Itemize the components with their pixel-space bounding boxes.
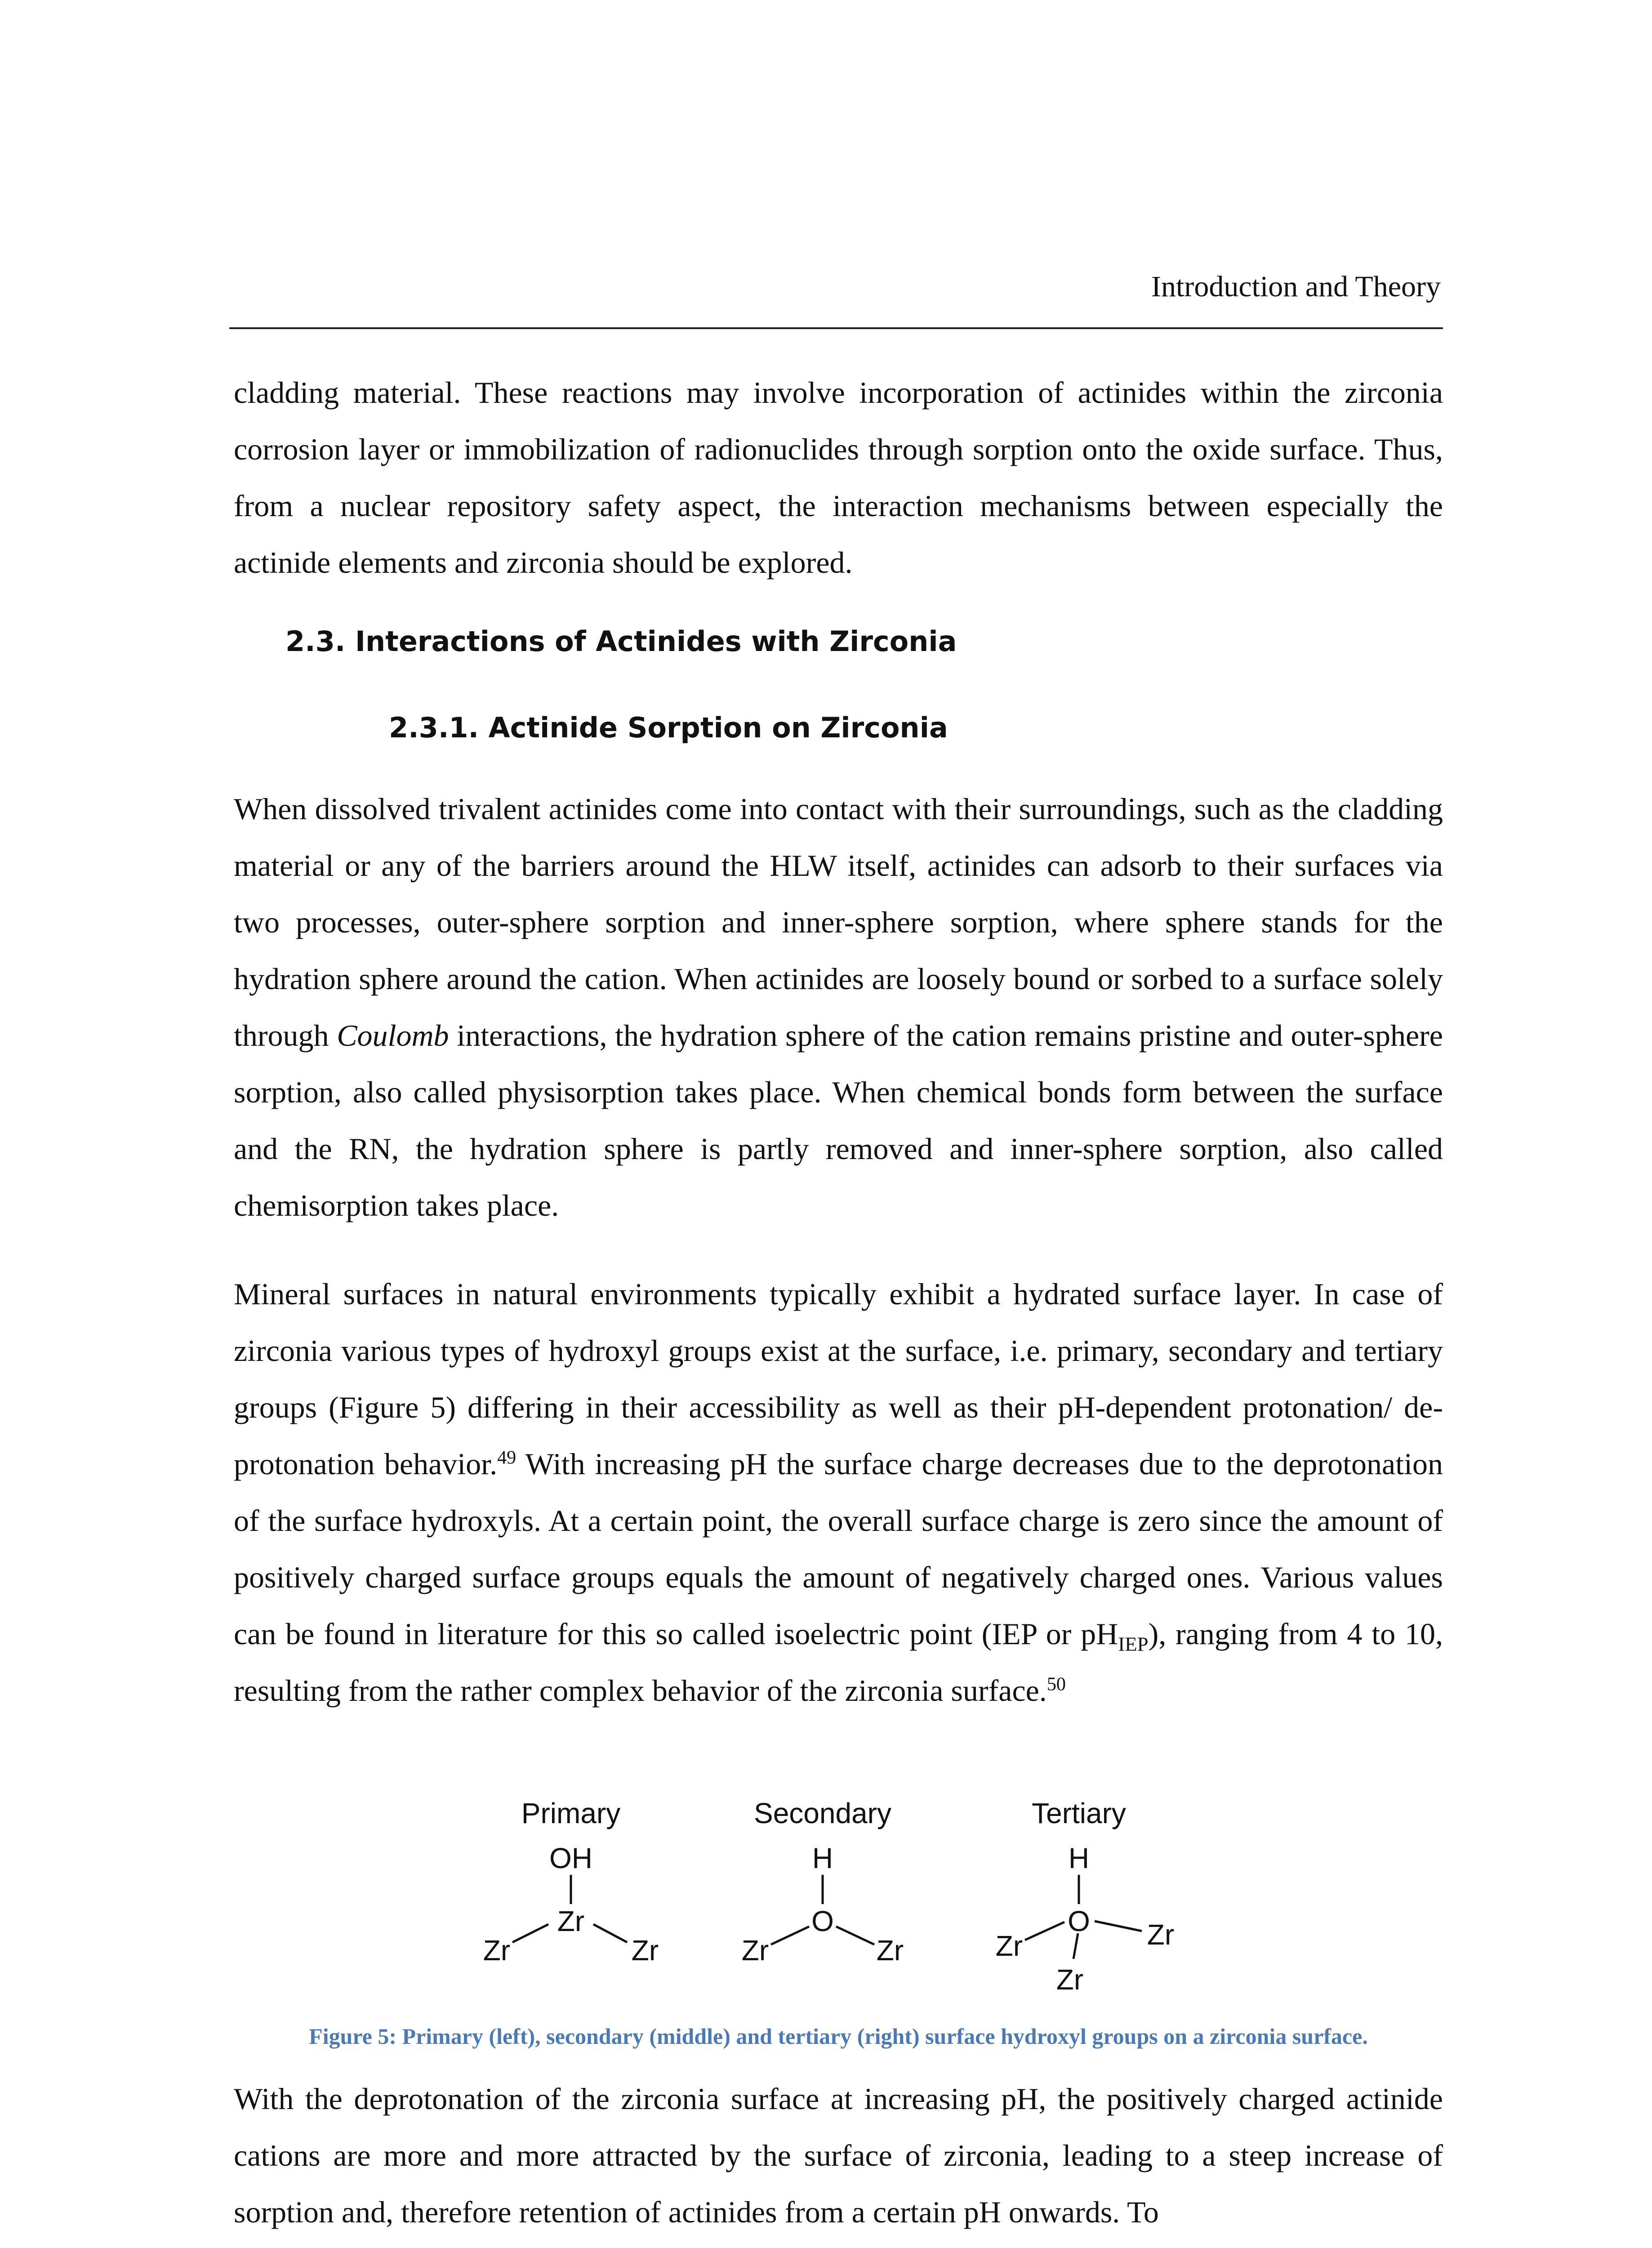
tertiary-zr-bottom: Zr: [1056, 1963, 1084, 1996]
primary-oh-atom: OH: [549, 1842, 592, 1874]
paragraph-3-text-b: With increasing pH the surface charge decreases due to the deprotonation of the surface hydroxyls. At a certain point, the overall surface charge is zero since the amount of positively charged surface groups equals the amount of negatively charged ones. Various values can be found in literature for this so called isoelectric point (IEP or pH: [234, 1447, 1443, 1651]
tertiary-h-atom: H: [1068, 1842, 1090, 1874]
tertiary-zr-left: Zr: [995, 1930, 1023, 1962]
hydroxyl-groups-figure: [472, 1792, 1236, 2003]
figure-caption: Figure 5: Primary (left), secondary (middle) and tertiary (right) surface hydroxyl groups on a zirconia surface.: [309, 2024, 1368, 2049]
secondary-o-atom: O: [811, 1905, 834, 1937]
secondary-h-atom: H: [812, 1842, 833, 1874]
primary-zr-right: Zr: [631, 1934, 659, 1967]
section-heading: 2.3. Interactions of Actinides with Zirconia: [285, 625, 957, 658]
running-header: Introduction and Theory: [1151, 270, 1441, 303]
subsection-heading: 2.3.1. Actinide Sorption on Zirconia: [389, 711, 948, 744]
iep-subscript: IEP: [1118, 1632, 1149, 1655]
secondary-zr-left: Zr: [741, 1934, 769, 1967]
tertiary-o-atom: O: [1068, 1905, 1090, 1937]
secondary-zr-right: Zr: [876, 1934, 904, 1967]
tertiary-label: Tertiary: [1032, 1797, 1126, 1829]
citation-50: 50: [1046, 1673, 1066, 1695]
header-rule: [229, 327, 1443, 329]
primary-zr-center: Zr: [557, 1905, 585, 1937]
paragraph-2: [234, 781, 1443, 1234]
paragraph-3-text-a: Mineral surfaces in natural environments typically exhibit a hydrated surface layer. In case of zirconia various types of hydroxyl groups exist at the surface, i.e. primary, secondary and tertiary groups (Figure 5) differing in their accessibility as well as their pH-dependent protonation/ de-protonation behavior.: [234, 1277, 1443, 1481]
paragraph-1: cladding material. These reactions may involve incorporation of actinides within the zirconia corrosion layer or immobilization of radionuclides through sorption onto the oxide surface. Thus, from a nuclear repository safety aspect, the interaction mechanisms between especially the actinide elements and zirconia should be explored.: [234, 375, 1443, 580]
coulomb-term: Coulomb: [337, 1018, 449, 1053]
secondary-label: Secondary: [754, 1797, 891, 1829]
paragraph-3-text-c: ), ranging from 4 to 10, resulting from the rather complex behavior of the zirconia surface.: [234, 1617, 1443, 1708]
tertiary-zr-right: Zr: [1147, 1918, 1175, 1951]
paragraph-2-text-a: When dissolved trivalent actinides come into contact with their surroundings, such as the cladding material or any of the barriers around the HLW itself, actinides can adsorb to their surfaces via two processes, outer-sphere sorption and inner-sphere sorption, where sphere stands for the hydration sphere around the cation. When actinides are loosely bound or sorbed to a surface solely through: [234, 792, 1443, 1053]
paragraph-4: With the deprotonation of the zirconia surface at increasing pH, the positively charged actinide cations are more and more attracted by the surface of zirconia, leading to a steep increase of sorption and, therefore retention of actinides from a certain pH onwards. To: [234, 2082, 1443, 2229]
citation-49: 49: [497, 1447, 517, 1468]
paragraph-3: [234, 1266, 1443, 1719]
primary-label: Primary: [521, 1797, 621, 1829]
paragraph-2-text-b: interactions, the hydration sphere of the cation remains pristine and outer-sphere sorption, also called physisorption takes place. When chemical bonds form between the surface and the RN, the hydration sphere is partly removed and inner-sphere sorption, also called chemisorption takes place.: [234, 1018, 1443, 1222]
primary-zr-left: Zr: [483, 1934, 511, 1967]
